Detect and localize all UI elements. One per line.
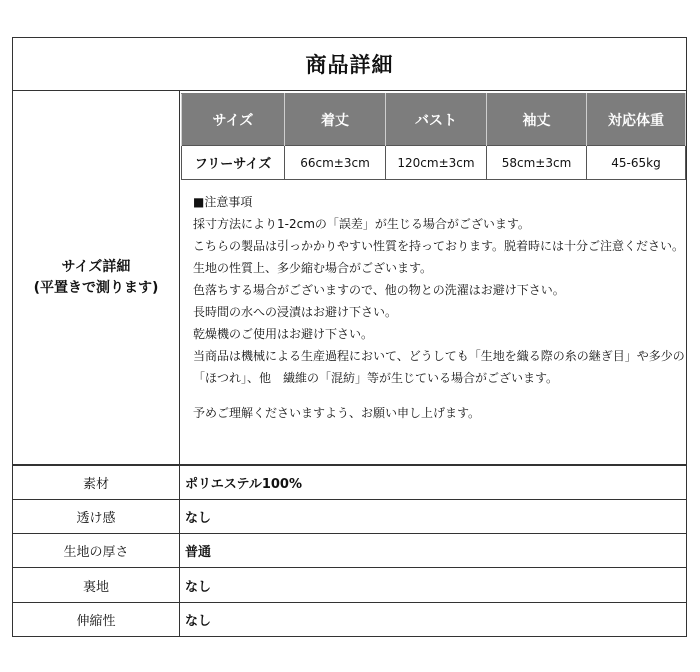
spec-value-material: ポリエステル100% [185, 477, 302, 492]
cell-bust: 120cm±3cm [386, 146, 487, 180]
notes-heading: ■注意事項 [193, 195, 253, 209]
notes-closing: 予めご理解くださいますよう、お願い申し上げます。 [193, 406, 481, 420]
spec-value-stretch: なし [185, 614, 212, 629]
page-title: 商品詳細 [13, 38, 686, 91]
note-line: 長時間の水への浸漬はお避け下さい。 [193, 305, 398, 319]
header-weight: 対応体重 [587, 94, 686, 146]
size-detail-label-sub: (平置きで測ります) [33, 279, 159, 296]
header-length: 着丈 [285, 94, 386, 146]
note-line: 当商品は機械による生産過程において、どうしても「生地を織る際の糸の継ぎ目」や多少の「ほつれ」、他 繊維の「混紡」等が生じている場合がございます。 [193, 349, 685, 385]
size-table-row [182, 146, 686, 180]
size-table-header-row [182, 94, 686, 146]
spec-value-lining: なし [185, 579, 212, 595]
size-detail-label [13, 91, 179, 464]
spec-value-sheerness: なし [185, 511, 212, 526]
note-line: 乾燥機のご使用はお避け下さい。 [193, 327, 374, 341]
spec-label-thickness: 生地の厚さ [63, 545, 129, 560]
header-sleeve: 袖丈 [487, 94, 587, 146]
notes-block [193, 191, 688, 424]
notes-spacer [193, 389, 688, 402]
product-detail-sheet [12, 37, 687, 637]
spec-label-material: 素材 [82, 477, 109, 492]
header-bust: バスト [386, 94, 487, 146]
note-line: 採寸方法により1-2cmの「誤差」が生じる場合がございます。 [193, 217, 530, 231]
note-line: 生地の性質上、多少縮む場合がございます。 [193, 261, 433, 275]
cell-size: フリーサイズ [182, 146, 285, 180]
spec-label-lining: 裏地 [82, 579, 109, 595]
cell-length: 66cm±3cm [285, 146, 386, 180]
column-divider [179, 91, 180, 636]
spec-label-stretch: 伸縮性 [76, 614, 116, 629]
spec-label-sheerness: 透け感 [76, 511, 116, 526]
note-line: 色落ちする場合がございますので、他の物との洗濯はお避け下さい。 [193, 283, 565, 297]
size-detail-label-main: サイズ詳細 [61, 258, 131, 275]
spec-value-thickness: 普通 [185, 545, 212, 560]
cell-sleeve: 58cm±3cm [487, 146, 587, 180]
header-size: サイズ [182, 94, 285, 146]
cell-weight: 45-65kg [587, 146, 686, 180]
size-table [181, 93, 686, 180]
note-line: こちらの製品は引っかかりやすい性質を持っております。脱着時には十分ご注意ください。 [193, 239, 685, 253]
